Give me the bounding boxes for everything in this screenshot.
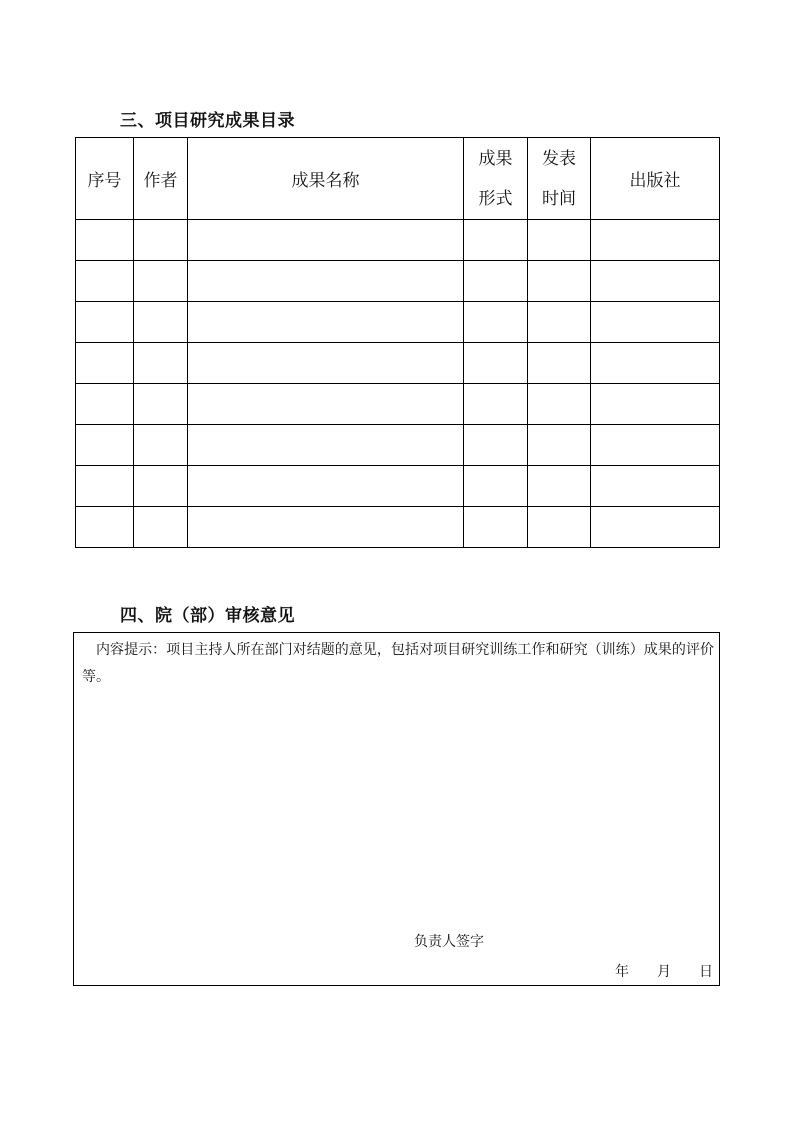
cell-form[interactable]	[464, 507, 528, 548]
table-row	[76, 261, 720, 302]
col-header-time-line2: 时间	[542, 188, 576, 209]
table-row	[76, 302, 720, 343]
col-header-form-line1: 成果	[478, 148, 513, 169]
cell-name[interactable]	[188, 466, 464, 507]
cell-form[interactable]	[464, 343, 528, 384]
cell-time[interactable]	[528, 220, 591, 261]
date-line	[615, 961, 713, 981]
cell-author[interactable]	[134, 384, 188, 425]
cell-author[interactable]	[134, 466, 188, 507]
date-day-label: 日	[699, 964, 713, 980]
table-row	[76, 220, 720, 261]
cell-name[interactable]	[188, 302, 464, 343]
cell-name[interactable]	[188, 220, 464, 261]
col-header-seq: 序号	[76, 138, 134, 220]
cell-name[interactable]	[188, 425, 464, 466]
cell-name[interactable]	[188, 507, 464, 548]
table-row	[76, 384, 720, 425]
cell-form[interactable]	[464, 384, 528, 425]
cell-seq[interactable]	[76, 466, 134, 507]
date-month-label: 月	[657, 964, 671, 980]
col-header-form-line2: 形式	[478, 188, 513, 209]
cell-author[interactable]	[134, 220, 188, 261]
cell-name[interactable]	[188, 343, 464, 384]
cell-author[interactable]	[134, 343, 188, 384]
cell-author[interactable]	[134, 261, 188, 302]
table-row	[76, 425, 720, 466]
cell-time[interactable]	[528, 466, 591, 507]
cell-time[interactable]	[528, 425, 591, 466]
cell-form[interactable]	[464, 302, 528, 343]
cell-seq[interactable]	[76, 302, 134, 343]
col-header-time-line1: 发表	[542, 148, 576, 169]
cell-form[interactable]	[464, 466, 528, 507]
cell-publisher[interactable]	[591, 220, 720, 261]
cell-name[interactable]	[188, 384, 464, 425]
section-4-title: 四、院（部）审核意见	[120, 606, 295, 626]
cell-publisher[interactable]	[591, 261, 720, 302]
table-header-row	[76, 138, 720, 220]
col-header-author: 作者	[134, 138, 188, 220]
section-3-title: 三、项目研究成果目录	[120, 111, 295, 131]
cell-time[interactable]	[528, 384, 591, 425]
review-opinion-box[interactable]	[73, 632, 720, 986]
cell-seq[interactable]	[76, 343, 134, 384]
cell-publisher[interactable]	[591, 507, 720, 548]
signature-label: 负责人签字	[414, 934, 484, 950]
cell-time[interactable]	[528, 261, 591, 302]
cell-form[interactable]	[464, 261, 528, 302]
date-year-label: 年	[615, 964, 629, 980]
cell-seq[interactable]	[76, 507, 134, 548]
cell-time[interactable]	[528, 302, 591, 343]
cell-publisher[interactable]	[591, 466, 720, 507]
content-hint: 内容提示：项目主持人所在部门对结题的意见，包括对项目研究训练工作和研究（训练）成果的评价等。	[82, 642, 714, 685]
cell-author[interactable]	[134, 507, 188, 548]
table-row	[76, 343, 720, 384]
cell-author[interactable]	[134, 425, 188, 466]
cell-time[interactable]	[528, 507, 591, 548]
table-row	[76, 466, 720, 507]
results-table	[75, 137, 720, 548]
cell-publisher[interactable]	[591, 384, 720, 425]
cell-publisher[interactable]	[591, 343, 720, 384]
cell-time[interactable]	[528, 343, 591, 384]
cell-form[interactable]	[464, 425, 528, 466]
col-header-publisher: 出版社	[591, 138, 720, 220]
col-header-time	[528, 138, 591, 220]
cell-seq[interactable]	[76, 384, 134, 425]
col-header-name: 成果名称	[188, 138, 464, 220]
cell-form[interactable]	[464, 220, 528, 261]
cell-publisher[interactable]	[591, 302, 720, 343]
cell-author[interactable]	[134, 302, 188, 343]
cell-seq[interactable]	[76, 220, 134, 261]
cell-seq[interactable]	[76, 261, 134, 302]
cell-name[interactable]	[188, 261, 464, 302]
cell-seq[interactable]	[76, 425, 134, 466]
table-row	[76, 507, 720, 548]
col-header-form	[464, 138, 528, 220]
cell-publisher[interactable]	[591, 425, 720, 466]
